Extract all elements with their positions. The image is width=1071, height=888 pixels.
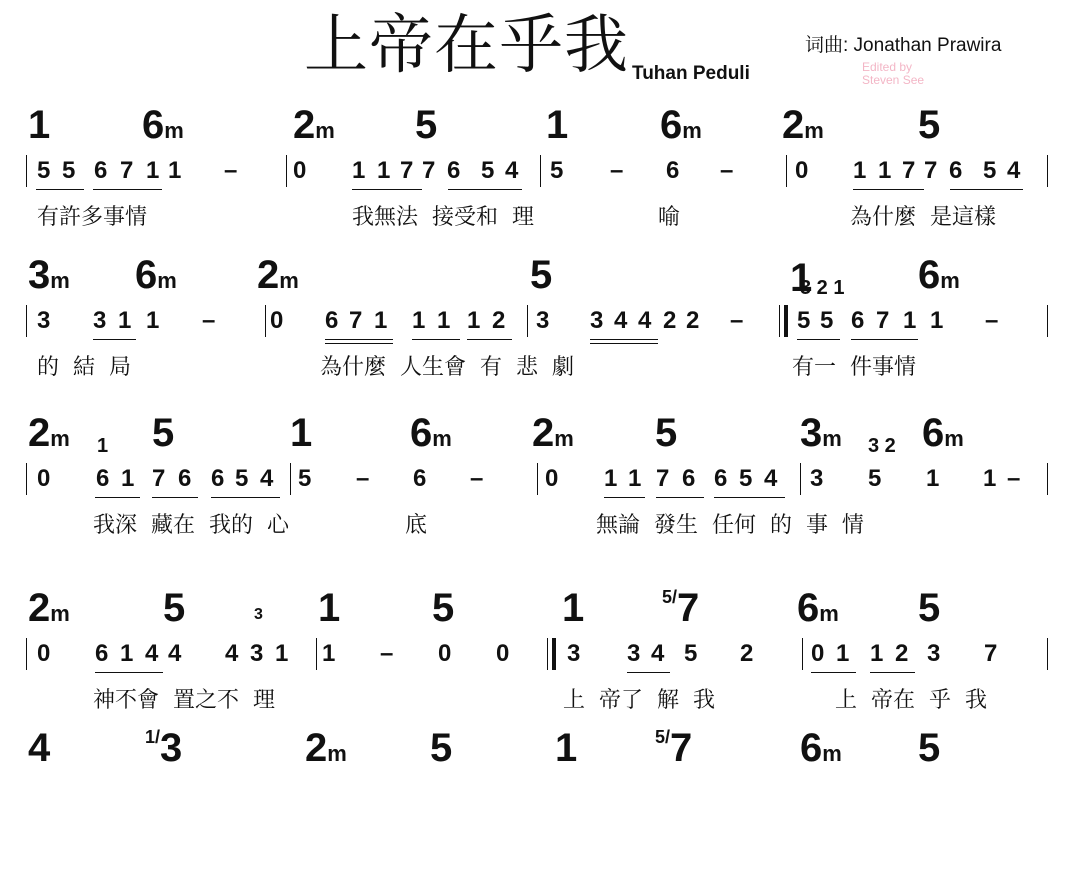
note: 0 bbox=[270, 307, 284, 334]
note: 3 bbox=[927, 640, 941, 667]
beam bbox=[656, 497, 704, 498]
chord-root: 5 bbox=[530, 253, 553, 297]
beam bbox=[851, 339, 918, 340]
beam bbox=[93, 339, 136, 340]
note: 3 bbox=[590, 307, 604, 334]
note: 0 bbox=[795, 157, 809, 184]
note: 0 bbox=[293, 157, 307, 184]
beam bbox=[325, 339, 393, 340]
note: 7 bbox=[656, 465, 670, 492]
chord-root: 6 bbox=[410, 411, 433, 455]
chord-symbol bbox=[555, 728, 577, 768]
note: 7 bbox=[400, 157, 414, 184]
note: – bbox=[380, 640, 394, 667]
note: 1 bbox=[903, 307, 917, 334]
note: 1 bbox=[878, 157, 892, 184]
note: 7 bbox=[349, 307, 363, 334]
chord-symbol bbox=[655, 413, 677, 453]
chord-symbol bbox=[546, 105, 568, 145]
note: 5 bbox=[868, 465, 882, 492]
note: 6 bbox=[413, 465, 427, 492]
note: 3 bbox=[567, 640, 581, 667]
chord-minor: m bbox=[157, 268, 177, 293]
note: 7 bbox=[924, 157, 938, 184]
chord-symbol bbox=[918, 728, 940, 768]
note: 1 bbox=[322, 640, 336, 667]
chord-line bbox=[0, 588, 1071, 633]
beam bbox=[448, 189, 522, 190]
note: 2 bbox=[663, 307, 677, 334]
note: 2 bbox=[492, 307, 506, 334]
chord-symbol bbox=[293, 105, 335, 145]
chord-root: 3 bbox=[160, 726, 183, 770]
note: 0 bbox=[496, 640, 510, 667]
chord-symbol bbox=[28, 105, 50, 145]
note: 7 bbox=[876, 307, 890, 334]
beam bbox=[152, 497, 198, 498]
lyric-text: 為什麼 是這樣 bbox=[850, 205, 996, 230]
beam bbox=[627, 672, 670, 673]
note: 7 bbox=[984, 640, 998, 667]
chord-prefix: 1/ bbox=[145, 727, 161, 747]
note: – bbox=[1007, 465, 1021, 492]
chord-root: 6 bbox=[918, 253, 941, 297]
chord-root: 5 bbox=[918, 586, 941, 630]
note: 5 bbox=[37, 157, 51, 184]
note: 1 bbox=[870, 640, 884, 667]
chord-root: 1 bbox=[546, 103, 569, 147]
note: 5 bbox=[550, 157, 564, 184]
note: 1 bbox=[628, 465, 642, 492]
lyric-text: 為什麼 人生會 有 悲 劇 bbox=[320, 355, 574, 380]
note: 4 bbox=[764, 465, 778, 492]
note: 0 bbox=[811, 640, 825, 667]
note: 3 bbox=[810, 465, 824, 492]
chord-root: 6 bbox=[800, 726, 823, 770]
beam bbox=[467, 339, 512, 340]
note-line bbox=[0, 307, 1071, 335]
chord-symbol bbox=[28, 588, 70, 628]
note: 1 bbox=[352, 157, 366, 184]
beam bbox=[590, 339, 658, 340]
chord-root: 2 bbox=[305, 726, 328, 770]
beam bbox=[604, 497, 645, 498]
note: 5 bbox=[481, 157, 495, 184]
chord-root: 5 bbox=[163, 586, 186, 630]
chord-symbol bbox=[918, 588, 940, 628]
chord-symbol bbox=[797, 588, 839, 628]
chord-root: 5 bbox=[918, 103, 941, 147]
chord-root: 1 bbox=[290, 411, 313, 455]
chord-minor: m bbox=[50, 426, 70, 451]
note: 3 bbox=[627, 640, 641, 667]
note: 0 bbox=[545, 465, 559, 492]
chord-root: 1 bbox=[790, 256, 813, 300]
beam bbox=[714, 497, 785, 498]
chord-symbol bbox=[562, 588, 584, 628]
note: – bbox=[985, 307, 999, 334]
chord-minor: m bbox=[944, 426, 964, 451]
note-line bbox=[0, 465, 1071, 493]
note: 4 bbox=[225, 640, 239, 667]
chord-root: 6 bbox=[922, 411, 945, 455]
chord-line bbox=[0, 105, 1071, 150]
beam bbox=[120, 672, 163, 673]
chord-prefix: 5/ bbox=[662, 587, 678, 607]
note: 6 bbox=[682, 465, 696, 492]
chord-root: 6 bbox=[660, 103, 683, 147]
page-title: 上帝在乎我 bbox=[304, 9, 629, 83]
chord-symbol bbox=[530, 255, 552, 295]
chord-root: 2 bbox=[28, 411, 51, 455]
note: 5 bbox=[797, 307, 811, 334]
beam bbox=[590, 343, 658, 344]
chord-minor: m bbox=[50, 268, 70, 293]
chord-root: 2 bbox=[532, 411, 555, 455]
chord-symbol bbox=[662, 588, 699, 628]
note: 4 bbox=[260, 465, 274, 492]
chord-root: 1 bbox=[555, 726, 578, 770]
score-row bbox=[0, 105, 1071, 265]
note: 1 bbox=[604, 465, 618, 492]
note: 7 bbox=[152, 465, 166, 492]
score-row bbox=[0, 588, 1071, 748]
note-line bbox=[0, 157, 1071, 185]
chord-minor: m bbox=[682, 118, 702, 143]
chord-root: 6 bbox=[142, 103, 165, 147]
note: – bbox=[720, 157, 734, 184]
chord-minor: m bbox=[940, 268, 960, 293]
chord-symbol bbox=[660, 105, 702, 145]
lyric-line bbox=[0, 683, 1071, 711]
note: 1 bbox=[168, 157, 182, 184]
note: 5 bbox=[983, 157, 997, 184]
chord-root: 6 bbox=[135, 253, 158, 297]
note: 1 bbox=[146, 157, 160, 184]
chord-root: 6 bbox=[797, 586, 820, 630]
chord-minor: m bbox=[822, 426, 842, 451]
chord-root: 5 bbox=[415, 103, 438, 147]
note-line bbox=[0, 640, 1071, 668]
beam bbox=[870, 672, 915, 673]
lyric-text: 上 帝了 解 我 bbox=[563, 688, 715, 713]
note: 1 bbox=[930, 307, 944, 334]
chord-symbol bbox=[142, 105, 184, 145]
chord-root: 5 bbox=[430, 726, 453, 770]
note: 1 bbox=[437, 307, 451, 334]
chord-symbol bbox=[257, 255, 299, 295]
chord-root: 5 bbox=[152, 411, 175, 455]
note: 7 bbox=[120, 157, 134, 184]
note: 5 bbox=[684, 640, 698, 667]
note: – bbox=[224, 157, 238, 184]
chord-symbol bbox=[800, 728, 842, 768]
chord-symbol bbox=[290, 413, 312, 453]
lyric-text: 無論 發生 任何 的 事 情 bbox=[596, 513, 864, 538]
note: 4 bbox=[1007, 157, 1021, 184]
chord-line bbox=[0, 728, 1071, 773]
chord-symbol bbox=[318, 588, 340, 628]
edited-watermark bbox=[862, 61, 924, 87]
note: 1 bbox=[146, 307, 160, 334]
note: 3 bbox=[250, 640, 264, 667]
note: 1 bbox=[467, 307, 481, 334]
chord-symbol bbox=[135, 255, 177, 295]
chord-symbol bbox=[28, 255, 70, 295]
chord-symbol bbox=[918, 105, 940, 145]
note: 4 bbox=[614, 307, 628, 334]
note: – bbox=[610, 157, 624, 184]
upper-note: 3 2 1 bbox=[800, 277, 845, 299]
chord-line bbox=[0, 413, 1071, 458]
upper-note: 1 bbox=[97, 435, 109, 457]
note: 4 bbox=[168, 640, 182, 667]
chord-root: 1 bbox=[28, 103, 51, 147]
chord-root: 3 bbox=[800, 411, 823, 455]
chord-symbol bbox=[145, 728, 182, 768]
note: 1 bbox=[983, 465, 997, 492]
note: 6 bbox=[211, 465, 225, 492]
lyric-text: 有許多事情 bbox=[37, 205, 148, 230]
beam bbox=[36, 189, 84, 190]
chord-root: 2 bbox=[28, 586, 51, 630]
chord-root: 2 bbox=[782, 103, 805, 147]
chord-symbol bbox=[432, 588, 454, 628]
chord-line bbox=[0, 255, 1071, 300]
lyric-text: 上 帝在 乎 我 bbox=[835, 688, 987, 713]
composer-credit: 词曲: Jonathan Prawira bbox=[805, 35, 1002, 56]
note: 6 bbox=[714, 465, 728, 492]
lyric-line bbox=[0, 508, 1071, 536]
chord-root: 5 bbox=[918, 726, 941, 770]
beam bbox=[378, 189, 420, 190]
lyric-text: 底 bbox=[405, 513, 428, 538]
note: 5 bbox=[235, 465, 249, 492]
score-row bbox=[0, 255, 1071, 415]
chord-symbol bbox=[430, 728, 452, 768]
beam bbox=[950, 189, 1023, 190]
lyric-text: 我深 藏在 我的 心 bbox=[93, 513, 289, 538]
note: 2 bbox=[895, 640, 909, 667]
chord-symbol bbox=[415, 105, 437, 145]
chord-minor: m bbox=[279, 268, 299, 293]
lyric-text: 我無法 接受和 理 bbox=[352, 205, 534, 230]
lyric-text: 喻 bbox=[658, 205, 681, 230]
note: 3 bbox=[536, 307, 550, 334]
edited-line-1: Edited by bbox=[862, 60, 913, 74]
lyric-line bbox=[0, 350, 1071, 378]
chord-symbol bbox=[532, 413, 574, 453]
note: 1 bbox=[118, 307, 132, 334]
note: 3 bbox=[37, 307, 51, 334]
note: 1 bbox=[412, 307, 426, 334]
note: 5 bbox=[62, 157, 76, 184]
beam bbox=[412, 339, 460, 340]
beam bbox=[95, 497, 140, 498]
chord-minor: m bbox=[50, 601, 70, 626]
chord-root: 7 bbox=[670, 726, 693, 770]
chord-root: 3 bbox=[28, 253, 51, 297]
chord-root: 4 bbox=[28, 726, 51, 770]
chord-symbol bbox=[28, 728, 50, 768]
note: 2 bbox=[686, 307, 700, 334]
note: 1 bbox=[853, 157, 867, 184]
lyric-text: 的 結 局 bbox=[37, 355, 131, 380]
note: 6 bbox=[178, 465, 192, 492]
chord-minor: m bbox=[804, 118, 824, 143]
note: 6 bbox=[851, 307, 865, 334]
chord-minor: m bbox=[327, 741, 347, 766]
note: 3 bbox=[93, 307, 107, 334]
chord-symbol bbox=[800, 413, 842, 453]
chord-root: 7 bbox=[677, 586, 700, 630]
note: 1 bbox=[836, 640, 850, 667]
chord-root: 1 bbox=[562, 586, 585, 630]
score-row bbox=[0, 413, 1071, 573]
note: 4 bbox=[638, 307, 652, 334]
note: 1 bbox=[377, 157, 391, 184]
note: 1 bbox=[120, 640, 134, 667]
beam bbox=[797, 339, 840, 340]
note: 5 bbox=[820, 307, 834, 334]
score-row bbox=[0, 728, 1071, 888]
note: 0 bbox=[37, 640, 51, 667]
chord-symbol bbox=[922, 413, 964, 453]
beam bbox=[325, 343, 393, 344]
chord-minor: m bbox=[822, 741, 842, 766]
note: 4 bbox=[651, 640, 665, 667]
note: 7 bbox=[902, 157, 916, 184]
chord-root: 2 bbox=[293, 103, 316, 147]
note: – bbox=[202, 307, 216, 334]
beam bbox=[93, 189, 162, 190]
chord-minor: m bbox=[819, 601, 839, 626]
chord-symbol bbox=[655, 728, 692, 768]
beam bbox=[211, 497, 280, 498]
lyric-text: 有一 件事情 bbox=[792, 355, 916, 380]
chord-root: 1 bbox=[318, 586, 341, 630]
note: – bbox=[356, 465, 370, 492]
lyric-text: 神不會 置之不 理 bbox=[93, 688, 275, 713]
chord-symbol bbox=[163, 588, 185, 628]
chord-root: 2 bbox=[257, 253, 280, 297]
note: 6 bbox=[949, 157, 963, 184]
note: 6 bbox=[325, 307, 339, 334]
chord-symbol bbox=[918, 255, 960, 295]
note: 2 bbox=[740, 640, 754, 667]
chord-symbol bbox=[152, 413, 174, 453]
note: 6 bbox=[447, 157, 461, 184]
chord-minor: m bbox=[554, 426, 574, 451]
note: 5 bbox=[298, 465, 312, 492]
note: 7 bbox=[422, 157, 436, 184]
chord-symbol bbox=[782, 105, 824, 145]
beam bbox=[811, 672, 856, 673]
note: 1 bbox=[926, 465, 940, 492]
page-subtitle: Tuhan Peduli bbox=[632, 63, 750, 84]
chord-minor: m bbox=[432, 426, 452, 451]
note: 6 bbox=[96, 465, 110, 492]
note: 0 bbox=[37, 465, 51, 492]
upper-note: 3 2 bbox=[868, 435, 896, 457]
note: – bbox=[730, 307, 744, 334]
note: 1 bbox=[275, 640, 289, 667]
note: 0 bbox=[438, 640, 452, 667]
chord-root: 5 bbox=[432, 586, 455, 630]
chord-symbol bbox=[28, 413, 70, 453]
chord-symbol bbox=[410, 413, 452, 453]
note: 6 bbox=[95, 640, 109, 667]
note: – bbox=[470, 465, 484, 492]
note: 6 bbox=[666, 157, 680, 184]
chord-prefix: 5/ bbox=[655, 727, 671, 747]
note: 4 bbox=[145, 640, 159, 667]
note: 5 bbox=[739, 465, 753, 492]
triplet-mark: 3 bbox=[254, 606, 263, 623]
note: 1 bbox=[121, 465, 135, 492]
lyric-line bbox=[0, 200, 1071, 228]
chord-minor: m bbox=[315, 118, 335, 143]
note: 1 bbox=[374, 307, 388, 334]
note: 6 bbox=[94, 157, 108, 184]
beam bbox=[878, 189, 922, 190]
edited-line-2: Steven See bbox=[862, 73, 925, 88]
chord-minor: m bbox=[164, 118, 184, 143]
chord-root: 5 bbox=[655, 411, 678, 455]
note: 4 bbox=[505, 157, 519, 184]
chord-symbol bbox=[305, 728, 347, 768]
